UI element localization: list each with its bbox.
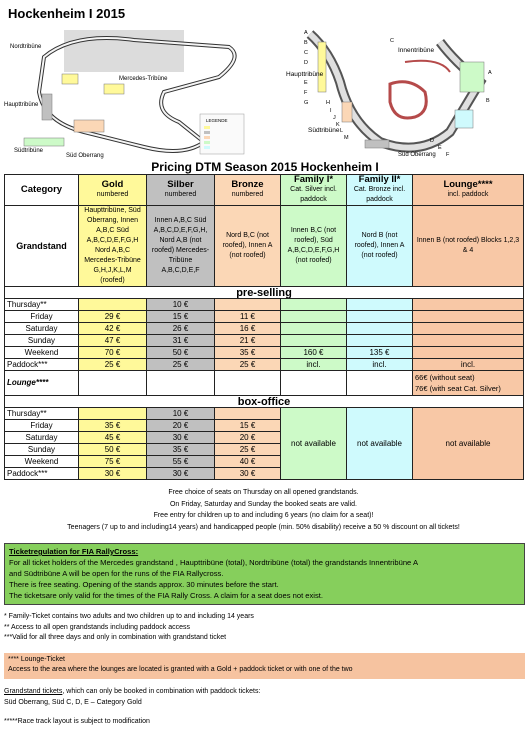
right-map-block-a: A [304,30,308,36]
preselling-family-2-price [347,299,413,311]
boxoffice-bronze-price: 15 € [215,420,281,432]
lounge-ticket-note [4,653,525,679]
grandstand-silber: Innen A,B,C Süd A,B,C,D,E,F,G,H, Nord A,B (not roofed) Mercedes-Tribüne A,B,C,D,E,F [147,206,215,287]
grandstand-row [5,206,524,287]
preselling-family-2-price [347,335,413,347]
note-line: Free entry for children up to and including 6 years (no claim for a seat)! [153,512,374,519]
preselling-silber-price: 25 € [147,359,215,371]
right-map-block-i: I [330,108,332,114]
preselling-family-1-price [281,323,347,335]
lounge-row-empty [79,371,147,396]
preselling-bronze-price [215,299,281,311]
right-map-sued-e: E [438,145,442,151]
grandstand-note-line2: Süd Oberrang, Süd C, D, E – Category Gold [4,698,142,706]
left-map-label-nordtribuene: Nordtribüne [10,44,42,50]
boxoffice-silber-price: 20 € [147,420,215,432]
boxoffice-day: Paddock*** [5,468,79,480]
preselling-lounge-price [413,335,524,347]
table-row [5,323,524,335]
preselling-silber-price: 15 € [147,311,215,323]
boxoffice-heading-row [5,396,524,408]
rallycross-title: Ticketregulation for FIA RallyCross: [9,547,139,556]
preselling-family-2-price: incl. [347,359,413,371]
preselling-silber-price: 10 € [147,299,215,311]
preselling-silber-price: 26 € [147,323,215,335]
preselling-family-2-price [347,323,413,335]
layout-note: *****Race track layout is subject to modification [4,718,150,725]
right-map-block-c: C [304,50,308,56]
preselling-family-1-price [281,299,347,311]
grandstand-label: Grandstand [5,206,79,287]
header-category: Category [5,175,79,206]
preselling-bronze-price: 16 € [215,323,281,335]
left-map-label-mercedes: Mercedes-Tribüne [119,76,168,82]
circuit-map-right [280,22,526,160]
right-map-sued-d: D [430,138,434,144]
preselling-heading-row [5,287,524,299]
right-map-block-e: E [304,80,308,86]
header-family-2: Family II* Cat. Bronze incl. paddock [347,175,413,206]
left-map-label-haupttribuene: Haupttribüne [4,102,39,108]
boxoffice-gold-price: 75 € [79,456,147,468]
preselling-lounge-price [413,311,524,323]
boxoffice-heading: box-office [5,396,524,408]
footnote: ** Access to all open grandstands including paddock access [4,623,191,631]
grandstand-bronze: Nord B,C (not roofed), Innen A (not roofed) [215,206,281,287]
boxoffice-day: Thursday** [5,408,79,420]
lounge-price-with-seat: 76€ (with seat Cat. Silver) [415,384,501,393]
preselling-day: Sunday [5,335,79,347]
preselling-bronze-price: 11 € [215,311,281,323]
left-map-label-suedtribuene: Südtribüne [14,148,44,154]
preselling-family-2-price: 135 € [347,347,413,359]
table-row [5,311,524,323]
boxoffice-bronze-price: 30 € [215,468,281,480]
boxoffice-day: Weekend [5,456,79,468]
preselling-lounge-price [413,347,524,359]
note-line: Teenagers (7 up to and including14 years) and handicapped people (min. 50% disability) receive a 50 % discount on all tickets! [67,523,460,531]
grandstand-family-1: Innen B,C (not roofed), Süd A,B,C,D,E,F,G,H (not roofed) [281,206,347,287]
boxoffice-family-1-not-available: not available [281,408,347,480]
boxoffice-silber-price: 55 € [147,456,215,468]
boxoffice-gold-price: 45 € [79,432,147,444]
footnotes [4,612,254,644]
right-map-inner-a: A [488,70,492,76]
header-gold: Gold numbered [79,175,147,206]
rallycross-line: There is free seating. Opening of the stands approx. 30 minutes before the start. [9,580,279,589]
preselling-gold-price: 25 € [79,359,147,371]
table-header-row [5,175,524,206]
right-map-sued-f: F [446,152,450,158]
preselling-gold-price: 29 € [79,311,147,323]
lounge-row-empty [147,371,215,396]
right-map-block-f: F [304,90,308,96]
right-map-block-l: L [340,128,344,134]
preselling-bronze-price: 25 € [215,359,281,371]
lounge-row-empty [281,371,347,396]
preselling-gold-price: 70 € [79,347,147,359]
lounge-note-title: **** Lounge-Ticket [8,656,65,663]
preselling-gold-price [79,299,147,311]
lounge-row-prices [413,371,524,396]
boxoffice-bronze-price [215,408,281,420]
boxoffice-silber-price: 30 € [147,468,215,480]
lounge-row-empty [215,371,281,396]
preselling-silber-price: 31 € [147,335,215,347]
boxoffice-bronze-price: 40 € [215,456,281,468]
rallycross-line: For all ticket holders of the Mercedes grandstand , Haupttribüne (total), Nordtribüne (total) the grandstands Innentribüne A [9,558,419,567]
lounge-note-text: Access to the area where the lounges are located is granted with a Gold + paddock ticket or with one of the two [8,666,353,673]
page-title: Hockenheim I 2015 [8,6,126,21]
right-map-block-d: D [304,60,308,66]
preselling-day: Weekend [5,347,79,359]
table-row [5,347,524,359]
header-lounge: Lounge**** incl. paddock [413,175,524,206]
rallycross-box [4,543,525,605]
note-line: Free choice of seats on Thursday on all opened grandstands. [168,489,359,496]
boxoffice-day: Saturday [5,432,79,444]
boxoffice-day: Sunday [5,444,79,456]
preselling-lounge-price [413,299,524,311]
right-map-label-haupttribuene: Haupttribüne [286,71,324,78]
right-map-inner-b: B [486,98,490,104]
boxoffice-day: Friday [5,420,79,432]
boxoffice-gold-price [79,408,147,420]
right-map-block-h: H [326,100,330,106]
preselling-day: Paddock*** [5,359,79,371]
boxoffice-gold-price: 35 € [79,420,147,432]
table-row [5,408,524,420]
boxoffice-family-2-not-available: not available [347,408,413,480]
grandstand-ticket-note [4,687,260,708]
lounge-price-row [5,371,524,396]
grandstand-note-lead: Grandstand tickets [4,688,63,695]
table-row [5,359,524,371]
boxoffice-silber-price: 35 € [147,444,215,456]
preselling-gold-price: 47 € [79,335,147,347]
right-map-block-g: G [304,100,309,106]
right-map-inner-c: C [390,38,394,44]
preselling-bronze-price: 21 € [215,335,281,347]
boxoffice-silber-price: 30 € [147,432,215,444]
preselling-family-1-price [281,311,347,323]
preselling-lounge-price [413,323,524,335]
note-line: On Friday, Saturday and Sunday the booked seats are valid. [169,500,358,508]
header-family-1: Family I* Cat. Silver incl. paddock [281,175,347,206]
right-map-label-innentribuene: Innentribüne [398,47,435,54]
right-map-block-j: J [333,115,336,121]
right-map-block-b: B [304,40,308,46]
preselling-family-1-price: incl. [281,359,347,371]
preselling-family-2-price [347,311,413,323]
preselling-heading: pre-selling [5,287,524,299]
grandstand-gold: Haupttribüne, Süd Oberrang, Innen A,B,C Süd A,B,C,D,E,F,G,H Nord A,B,C Mercedes-Tribüne G,H,J,K,L,M (roofed) [79,206,147,287]
grandstand-lounge: Innen B (not roofed) Blocks 1,2,3 & 4 [413,206,524,287]
header-silber: Silber numbered [147,175,215,206]
boxoffice-lounge-not-available: not available [413,408,524,480]
left-map-legend-title: LEGENDE [206,118,228,123]
table-row [5,335,524,347]
grandstand-note-rest: , which can only be booked in combination with paddock tickets: [62,688,261,695]
preselling-day: Saturday [5,323,79,335]
rallycross-line: The ticketsare only valid for the times of the FIA Rally Cross. A claim for a seat does not exist. [9,591,324,600]
boxoffice-silber-price: 10 € [147,408,215,420]
grandstand-family-2: Nord B (not roofed), Innen A (not roofed) [347,206,413,287]
right-map-block-m: M [344,135,349,141]
boxoffice-bronze-price: 20 € [215,432,281,444]
preselling-day: Thursday** [5,299,79,311]
seat-notes [4,487,523,533]
left-map-label-sued-oberrang: Süd Oberrang [66,153,104,159]
lounge-row-empty [347,371,413,396]
footnote: * Family-Ticket contains two adults and two children up to and including 14 years [4,613,254,620]
preselling-gold-price: 42 € [79,323,147,335]
pricing-title: Pricing DTM Season 2015 Hockenheim I [151,160,379,174]
preselling-family-1-price: 160 € [281,347,347,359]
right-map-label-suedtribuene: Südtribüne [308,127,340,134]
boxoffice-bronze-price: 25 € [215,444,281,456]
lounge-row-label: Lounge**** [5,371,79,396]
right-map-block-k: K [336,122,340,128]
preselling-lounge-price: incl. [413,359,524,371]
preselling-bronze-price: 35 € [215,347,281,359]
table-row [5,299,524,311]
circuit-map-left [4,22,254,160]
rallycross-line: and Südtribüne A will be open for the runs of the FIA Rallycross. [9,569,224,578]
boxoffice-gold-price: 50 € [79,444,147,456]
pricing-table [4,174,524,480]
boxoffice-gold-price: 30 € [79,468,147,480]
right-map-label-sued-oberrang: Süd Oberrang [398,152,436,158]
preselling-silber-price: 50 € [147,347,215,359]
footnote: ***Valid for all three days and only in combination with grandstand ticket [4,634,227,641]
header-bronze: Bronze numbered [215,175,281,206]
lounge-price-without-seat: 66€ (without seat) [415,373,475,382]
preselling-day: Friday [5,311,79,323]
preselling-family-1-price [281,335,347,347]
